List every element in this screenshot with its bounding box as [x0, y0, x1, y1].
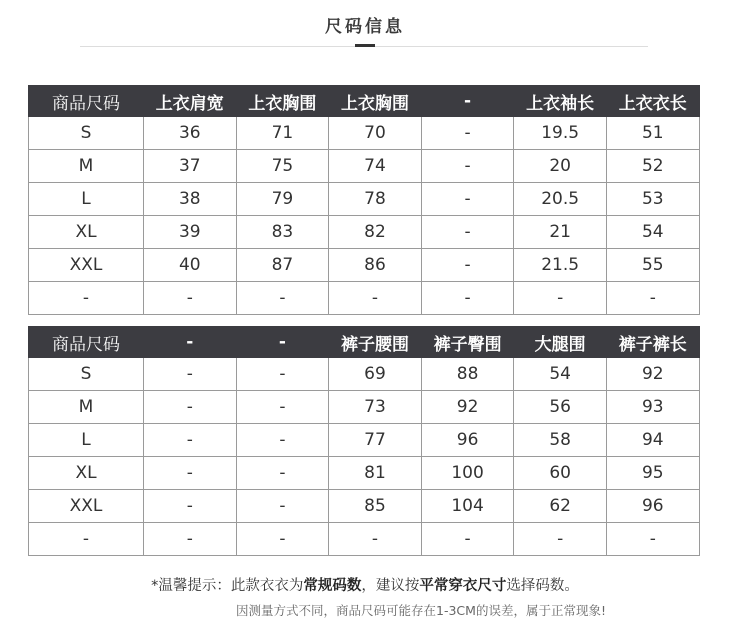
measurement-cell: 88 [421, 358, 514, 391]
table-row [29, 358, 700, 391]
measurement-cell: 40 [144, 249, 237, 282]
table-row [29, 282, 700, 315]
header-cell: 商品尺码 [29, 86, 144, 117]
header-cell: 上衣袖长 [514, 86, 607, 117]
measurement-cell: 100 [421, 457, 514, 490]
size-label-cell: S [29, 117, 144, 150]
size-label-cell: L [29, 424, 144, 457]
measurement-cell: 73 [329, 391, 422, 424]
measurement-cell: - [421, 117, 514, 150]
table-row [29, 523, 700, 556]
measurement-cell: 19.5 [514, 117, 607, 150]
measurement-cell: - [144, 457, 237, 490]
table-row [29, 457, 700, 490]
size-label-cell: XL [29, 216, 144, 249]
top-table-body [29, 117, 700, 315]
measurement-cell: 54 [606, 216, 699, 249]
measurement-cell: - [236, 457, 329, 490]
size-label-cell: L [29, 183, 144, 216]
measurement-cell: - [606, 282, 699, 315]
tip-emphasis-regular-size: 常规码数 [303, 578, 362, 594]
measurement-cell: - [236, 358, 329, 391]
measurement-cell: 38 [144, 183, 237, 216]
size-label-cell: M [29, 391, 144, 424]
size-label-cell: - [29, 282, 144, 315]
measurement-cell: 37 [144, 150, 237, 183]
measurement-cell: 52 [606, 150, 699, 183]
measurement-cell: 85 [329, 490, 422, 523]
measurement-cell: - [329, 523, 422, 556]
measurement-cell: 69 [329, 358, 422, 391]
page-title: 尺码信息 [325, 17, 405, 37]
header-cell: 裤子臀围 [421, 327, 514, 358]
measurement-cell: 75 [236, 150, 329, 183]
disclaimer-text: 因测量方式不同，商品尺码可能存在1-3CM的误差，属于正常现象! [236, 603, 606, 618]
tip-prefix: *温馨提示：此款衣衣为 [151, 578, 304, 594]
measurement-cell: 54 [514, 358, 607, 391]
header-cell: 裤子裤长 [606, 327, 699, 358]
size-label-cell: S [29, 358, 144, 391]
measurement-cell: 74 [329, 150, 422, 183]
measurement-cell: 21.5 [514, 249, 607, 282]
measurement-cell: - [421, 183, 514, 216]
header-cell: - [421, 86, 514, 117]
table-row [29, 183, 700, 216]
title-underline-mark [355, 44, 375, 47]
table-row [29, 150, 700, 183]
measurement-disclaimer [0, 601, 730, 619]
measurement-cell: - [421, 216, 514, 249]
measurement-cell: 104 [421, 490, 514, 523]
measurement-cell: 81 [329, 457, 422, 490]
measurement-cell: - [144, 523, 237, 556]
measurement-cell: - [514, 523, 607, 556]
table-row [29, 490, 700, 523]
measurement-cell: 71 [236, 117, 329, 150]
measurement-cell: 82 [329, 216, 422, 249]
measurement-cell: 56 [514, 391, 607, 424]
header-cell: 商品尺码 [29, 327, 144, 358]
measurement-cell: 94 [606, 424, 699, 457]
measurement-cell: - [236, 490, 329, 523]
measurement-cell: - [144, 424, 237, 457]
tip-suffix: 选择码数。 [506, 578, 579, 594]
size-label-cell: - [29, 523, 144, 556]
measurement-cell: 20.5 [514, 183, 607, 216]
measurement-cell: - [606, 523, 699, 556]
size-label-cell: XXL [29, 249, 144, 282]
table-row [29, 424, 700, 457]
header-cell: 大腿围 [514, 327, 607, 358]
measurement-cell: 92 [421, 391, 514, 424]
header-cell: 上衣胸围 [329, 86, 422, 117]
tip-middle: ，建议按 [361, 578, 420, 594]
measurement-cell: 53 [606, 183, 699, 216]
size-label-cell: XL [29, 457, 144, 490]
top-size-table [28, 85, 700, 315]
measurement-cell: 95 [606, 457, 699, 490]
header-cell: 裤子腰围 [329, 327, 422, 358]
measurement-cell: 83 [236, 216, 329, 249]
size-label-cell: XXL [29, 490, 144, 523]
measurement-cell: - [421, 523, 514, 556]
measurement-cell: 70 [329, 117, 422, 150]
measurement-cell: 51 [606, 117, 699, 150]
measurement-cell: - [329, 282, 422, 315]
measurement-cell: 62 [514, 490, 607, 523]
measurement-cell: - [421, 282, 514, 315]
measurement-cell: 87 [236, 249, 329, 282]
measurement-cell: - [421, 249, 514, 282]
bottom-table-body [29, 358, 700, 556]
measurement-cell: - [144, 391, 237, 424]
measurement-cell: 60 [514, 457, 607, 490]
table-header-row [29, 86, 700, 117]
table-row [29, 216, 700, 249]
table-row [29, 391, 700, 424]
header-cell: 上衣肩宽 [144, 86, 237, 117]
header-cell: 上衣胸围 [236, 86, 329, 117]
measurement-cell: 96 [421, 424, 514, 457]
table-row [29, 117, 700, 150]
measurement-cell: 96 [606, 490, 699, 523]
measurement-cell: 86 [329, 249, 422, 282]
measurement-cell: 93 [606, 391, 699, 424]
bottom-size-table [28, 326, 700, 556]
measurement-cell: - [236, 282, 329, 315]
measurement-cell: 78 [329, 183, 422, 216]
sizing-tip [0, 574, 730, 595]
measurement-cell: - [144, 358, 237, 391]
measurement-cell: - [236, 424, 329, 457]
measurement-cell: - [236, 391, 329, 424]
measurement-cell: 55 [606, 249, 699, 282]
size-label-cell: M [29, 150, 144, 183]
measurement-cell: 58 [514, 424, 607, 457]
measurement-cell: 77 [329, 424, 422, 457]
tip-emphasis-usual-size: 平常穿衣尺寸 [419, 578, 507, 594]
measurement-cell: - [144, 282, 237, 315]
header-cell: - [144, 327, 237, 358]
measurement-cell: - [236, 523, 329, 556]
measurement-cell: 20 [514, 150, 607, 183]
table-header-row [29, 327, 700, 358]
measurement-cell: - [421, 150, 514, 183]
measurement-cell: - [514, 282, 607, 315]
header-cell: 上衣衣长 [606, 86, 699, 117]
measurement-cell: 36 [144, 117, 237, 150]
header-cell: - [236, 327, 329, 358]
measurement-cell: - [144, 490, 237, 523]
measurement-cell: 21 [514, 216, 607, 249]
table-row [29, 249, 700, 282]
measurement-cell: 92 [606, 358, 699, 391]
measurement-cell: 79 [236, 183, 329, 216]
measurement-cell: 39 [144, 216, 237, 249]
